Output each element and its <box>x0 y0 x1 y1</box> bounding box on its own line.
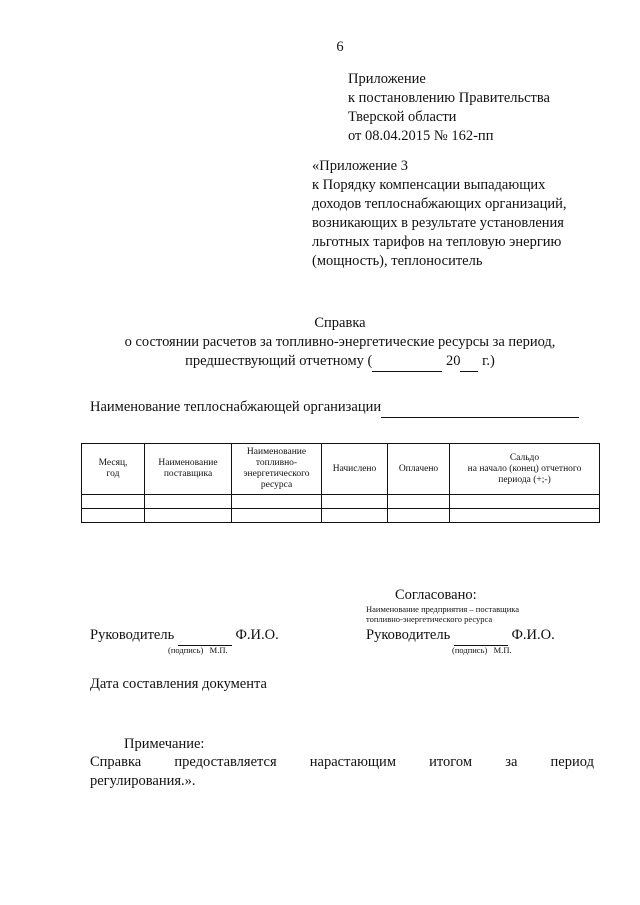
left-signature-line <box>90 626 279 646</box>
annex-line: льготных тарифов на тепловую энергию <box>312 234 562 250</box>
supplier-caption-line: топливно-энергетического ресурса <box>366 614 493 624</box>
header-text: Наименование поставщика <box>158 458 218 479</box>
header-month-year <box>82 444 145 495</box>
note-title: Примечание: <box>124 736 205 752</box>
organization-blank <box>381 398 579 418</box>
table-cell <box>232 495 322 509</box>
annex-line: к Порядку компенсации выпадающих <box>312 177 546 193</box>
annex-block <box>312 157 566 271</box>
header-text: Сальдо на начало (конец) отчетного периода (+;-) <box>467 452 582 485</box>
annex-line: «Приложение 3 <box>312 158 408 174</box>
note-line-2: регулирования.». <box>90 773 196 789</box>
note-word: нарастающим <box>309 754 396 770</box>
subtitle-year: 20 <box>442 353 461 369</box>
right-fio: Ф.И.О. <box>511 627 555 643</box>
approval-block <box>348 70 550 146</box>
subtitle-line-2 <box>0 352 640 372</box>
table-cell <box>450 509 600 523</box>
note-word: период <box>550 754 594 770</box>
subtitle-line-1: о состоянии расчетов за топливно-энергетические ресурсы за период, <box>124 334 556 350</box>
left-fio: Ф.И.О. <box>235 627 279 643</box>
note-word: предоставляется <box>174 754 277 770</box>
subtitle-prefix: предшествующий отчетному ( <box>185 353 373 369</box>
document-subtitle <box>0 333 640 372</box>
note-word: Справка <box>90 754 142 770</box>
right-signature-line <box>366 626 555 646</box>
left-role: Руководитель <box>90 627 175 643</box>
organization-line <box>90 398 579 418</box>
table-row <box>82 495 600 509</box>
table-header-row <box>82 444 600 495</box>
header-text: Оплачено <box>398 463 439 474</box>
right-signature-blank <box>454 626 508 646</box>
table-cell <box>145 509 232 523</box>
page-number: 6 <box>336 39 344 55</box>
annex-line: возникающих в результате установления <box>312 215 564 231</box>
organization-label: Наименование теплоснабжающей организации <box>90 399 382 415</box>
table-cell <box>388 509 450 523</box>
approval-line: к постановлению Правительства <box>348 90 550 106</box>
note-word: за <box>505 754 518 770</box>
annex-line: доходов теплоснабжающих организаций, <box>312 196 567 212</box>
left-signature-caption: (подпись) М.П. <box>168 645 228 655</box>
approval-line: от 08.04.2015 № 162-пп <box>348 128 494 144</box>
supplier-caption <box>366 604 519 624</box>
table-cell <box>322 509 388 523</box>
table-cell <box>388 495 450 509</box>
document-title: Справка <box>314 315 366 331</box>
table-cell <box>232 509 322 523</box>
note-line-1 <box>90 753 594 772</box>
table-cell <box>322 495 388 509</box>
header-text: Начислено <box>332 463 377 474</box>
right-role: Руководитель <box>366 627 451 643</box>
note-body <box>90 753 594 791</box>
approval-line: Приложение <box>348 71 426 87</box>
header-paid <box>388 444 450 495</box>
table-cell <box>82 509 145 523</box>
table-cell <box>82 495 145 509</box>
supplier-caption-line: Наименование предприятия – поставщика <box>366 604 520 614</box>
header-text: Месяц, год <box>98 458 128 479</box>
left-signature-blank <box>178 626 232 646</box>
note-word: итогом <box>429 754 473 770</box>
settlement-table-wrap <box>81 443 600 523</box>
table-cell <box>145 495 232 509</box>
header-accrued <box>322 444 388 495</box>
header-supplier <box>145 444 232 495</box>
header-text: Наименование топливно- энергетического ресурса <box>243 447 310 490</box>
header-resource <box>232 444 322 495</box>
table-cell <box>450 495 600 509</box>
agreement-title: Согласовано: <box>395 587 477 603</box>
table-row <box>82 509 600 523</box>
header-balance <box>450 444 600 495</box>
approval-line: Тверской области <box>348 109 457 125</box>
document-date-label: Дата составления документа <box>90 676 267 692</box>
period-blank <box>372 352 442 372</box>
year-blank <box>460 352 478 372</box>
subtitle-suffix: г.) <box>478 353 495 369</box>
settlement-table <box>81 443 600 523</box>
annex-line: (мощность), теплоноситель <box>312 253 483 269</box>
right-signature-caption: (подпись) М.П. <box>452 645 512 655</box>
